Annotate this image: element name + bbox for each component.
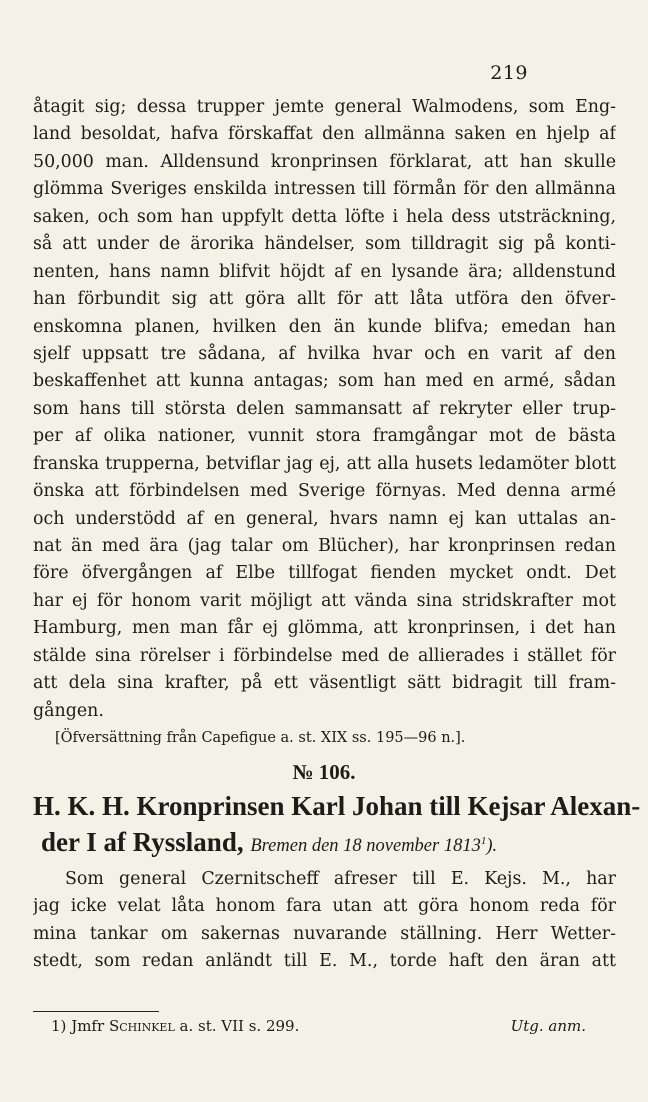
translation-source-note: [Öfversättning från Capefigue a. st. XIX ss. 195—96 n.]. <box>55 730 466 747</box>
letter-body <box>33 866 616 976</box>
text-line: saken, och som han uppfylt detta löfte i hela dess utsträckning, <box>33 206 616 227</box>
text-line: före öfvergången af Elbe tillfogat fienden mycket ondt. Det <box>33 563 616 584</box>
text-line: enskomna planen, hvilken den än kunde blifva; emedan han <box>33 316 616 337</box>
text-line: stälde sina rörelser i förbindelse med de allierades i stället för <box>33 645 616 666</box>
heading-line <box>33 824 616 860</box>
heading-closing: ). <box>486 836 498 856</box>
footnote-divider <box>33 1011 159 1012</box>
text-line: nat än med ära (jag talar om Blücher), har kronprinsen redan <box>33 536 616 556</box>
text-line: 50,000 man. Alldensund kronprinsen förklarat, att han skulle <box>33 151 616 172</box>
text-line: Som general Czernitscheff afreser till E. Kejs. M., har <box>65 869 616 889</box>
text-line: så att under de ärorika händelser, som tilldragit sig på konti- <box>33 234 616 255</box>
text-line: per af olika nationer, vunnit stora framgångar mot de bästa <box>33 426 616 447</box>
text-line: glömma Sveriges enskilda intressen till förmån för den allmänna <box>33 179 616 200</box>
text-line: han förbundit sig att göra allt för att låta utföra den öfver- <box>33 289 616 310</box>
text-line: och understödd af en general, hvars namn ej kan uttalas an- <box>33 508 616 529</box>
text-line: som hans till största delen sammansatt af rekryter eller trup- <box>33 398 616 419</box>
text-line: att dela sina krafter, på ett väsentligt sätt bidragit till fram- <box>33 673 616 694</box>
page-number: 219 <box>490 62 528 84</box>
document-number: № 106. <box>292 760 356 784</box>
text-line: åtagit sig; dessa trupper jemte general Walmodens, som Eng- <box>33 97 616 117</box>
letter-heading <box>33 788 641 860</box>
text-line: sjelf uppsatt tre sådana, af hvilka hvar och en varit af den <box>33 343 616 364</box>
text-line: jag icke velat låta honom fara utan att göra honom reda för <box>33 896 616 917</box>
footnote <box>33 1014 616 1038</box>
text-line: land besoldat, hafva förskaffat den allmänna saken en hjelp af <box>33 124 616 145</box>
letter-date-text: Bremen den 18 november 1813 <box>250 836 481 856</box>
footnote-marker: 1 <box>480 834 487 847</box>
footnote-author: Schinkel <box>108 1017 175 1035</box>
text-line: beskaffenhet att kunna antagas; som han med en armé, sådan <box>33 371 616 392</box>
text-line: stedt, som redan anländt till E. M., torde haft den äran att <box>33 951 616 972</box>
text-line: Hamburg, men man får ej glömma, att kronprinsen, i det han <box>33 618 616 639</box>
heading-recipient: der I af Ryssland, <box>41 827 244 857</box>
footnote-marker-label: 1) <box>51 1017 67 1035</box>
text-line: nenten, hans namn blifvit höjdt af en lysande ära; alldenstund <box>33 261 616 282</box>
text-line: har ej för honom varit möjligt att vända sina stridskrafter mot <box>33 590 616 611</box>
paragraph <box>33 94 616 752</box>
footnote-reference: a. st. VII s. 299. <box>179 1017 300 1035</box>
text-line: franska trupperna, betviflar jag ej, att alla husets ledamöter blott <box>33 453 616 474</box>
text-line: önska att förbindelsen med Sverige förnyas. Med denna armé <box>33 481 616 502</box>
heading-line: H. K. H. Kronprinsen Karl Johan till Kejsar Alexan- <box>33 791 641 821</box>
footnote-text <box>51 1014 299 1038</box>
letter-date <box>250 836 497 856</box>
footnote-prefix: Jmfr <box>71 1017 105 1035</box>
editor-note: Utg. anm. <box>510 1017 586 1035</box>
text-line: mina tankar om sakernas nuvarande ställning. Herr Wetter- <box>33 923 616 944</box>
text-line: gången. <box>33 700 104 721</box>
